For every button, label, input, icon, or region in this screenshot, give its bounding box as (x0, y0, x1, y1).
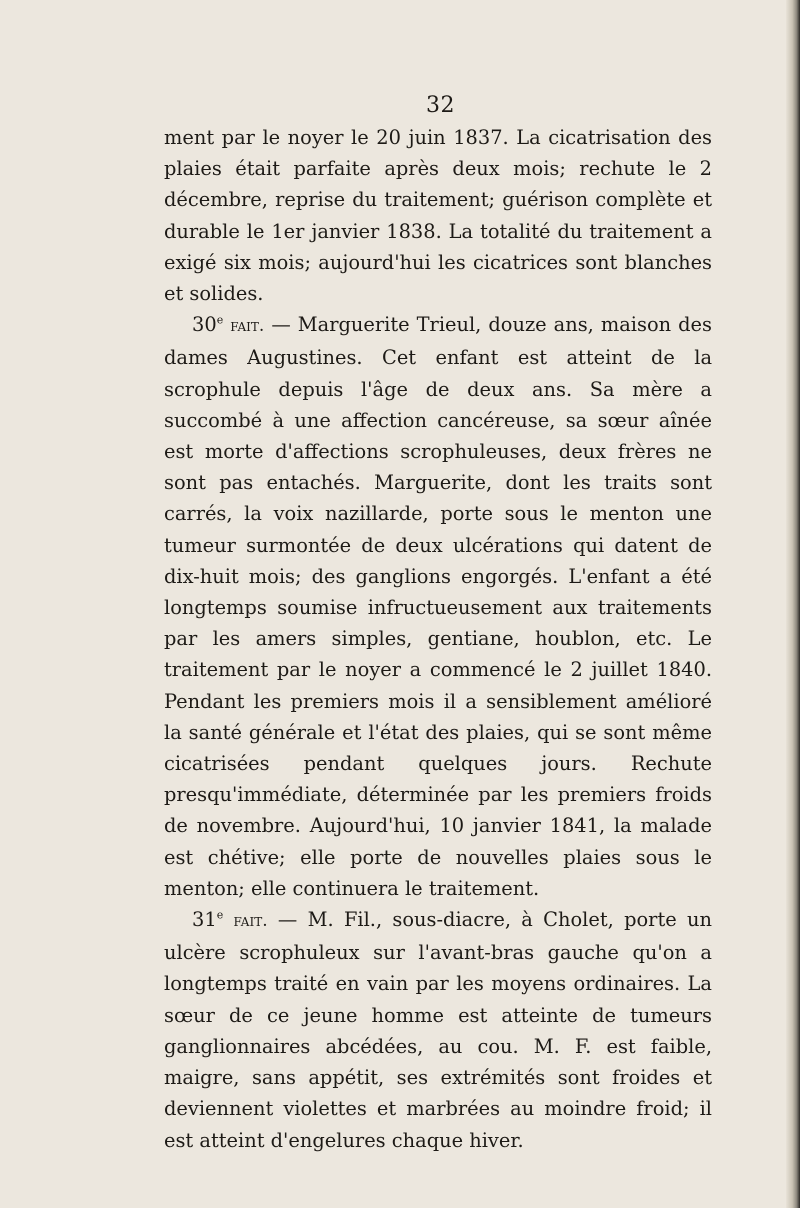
case-30-paragraph (164, 309, 712, 904)
paragraph-continuation (164, 122, 712, 309)
case-label: fait. (233, 911, 268, 932)
page-edge-shadow (786, 0, 800, 1208)
body-text (164, 122, 712, 1156)
case-number: 30 (192, 313, 217, 337)
case-number: 31 (192, 908, 217, 932)
paragraph-text: ment par le noyer le 20 juin 1837. La cicatrisation des plaies était parfaite après deux mois; rechute le 2 décembre, reprise du traitement; guérison complète et durable le 1er janvier 1838. La totalité du traitement a exigé six mois; aujourd'hui les cicatrices sont blanches et solides. (164, 126, 712, 306)
case-number-suffix: e (216, 908, 224, 922)
page-number: 32 (426, 93, 455, 118)
case-number-suffix: e (216, 313, 224, 327)
paragraph-text: — M. Fil., sous-diacre, à Cholet, porte un ulcère scrophuleux sur l'avant-bras gauche qu'on a longtemps traité en vain par les moyens ordinaires. La sœur de ce jeune homme est atteinte de tumeurs ganglionnaires abcédées, au cou. M. F. est faible, maigre, sans appétit, ses extrémités sont froides et deviennent violettes et marbrées au moindre froid; il est atteint d'engelures chaque hiver. (164, 908, 712, 1152)
paragraph-text: — Marguerite Trieul, douze ans, maison des dames Augustines. Cet enfant est atteint de la scrophule depuis l'âge de deux ans. Sa mère a succombé à une affection cancéreuse, sa sœur aînée est morte d'affections scrophuleuses, deux frères ne sont pas entachés. Marguerite, dont les traits sont carrés, la voix nazillarde, porte sous le menton une tumeur surmontée de deux ulcérations qui datent de dix-huit mois; des ganglions engorgés. L'enfant a été longtemps soumise infructueusement aux traitements par les amers simples, gentiane, houblon, etc. Le traitement par le noyer a commencé le 2 juillet 1840. Pendant les premiers mois il a sensiblement amélioré la santé générale et l'état des plaies, qui se sont même cicatrisées pendant quelques jours. Rechute presqu'immédiate, déterminée par les premiers froids de novembre. Aujourd'hui, 10 janvier 1841, la malade est chétive; elle porte de nouvelles plaies sous le menton; elle continuera le traitement. (164, 313, 712, 900)
case-31-paragraph (164, 904, 712, 1156)
case-label: fait. (230, 316, 265, 337)
